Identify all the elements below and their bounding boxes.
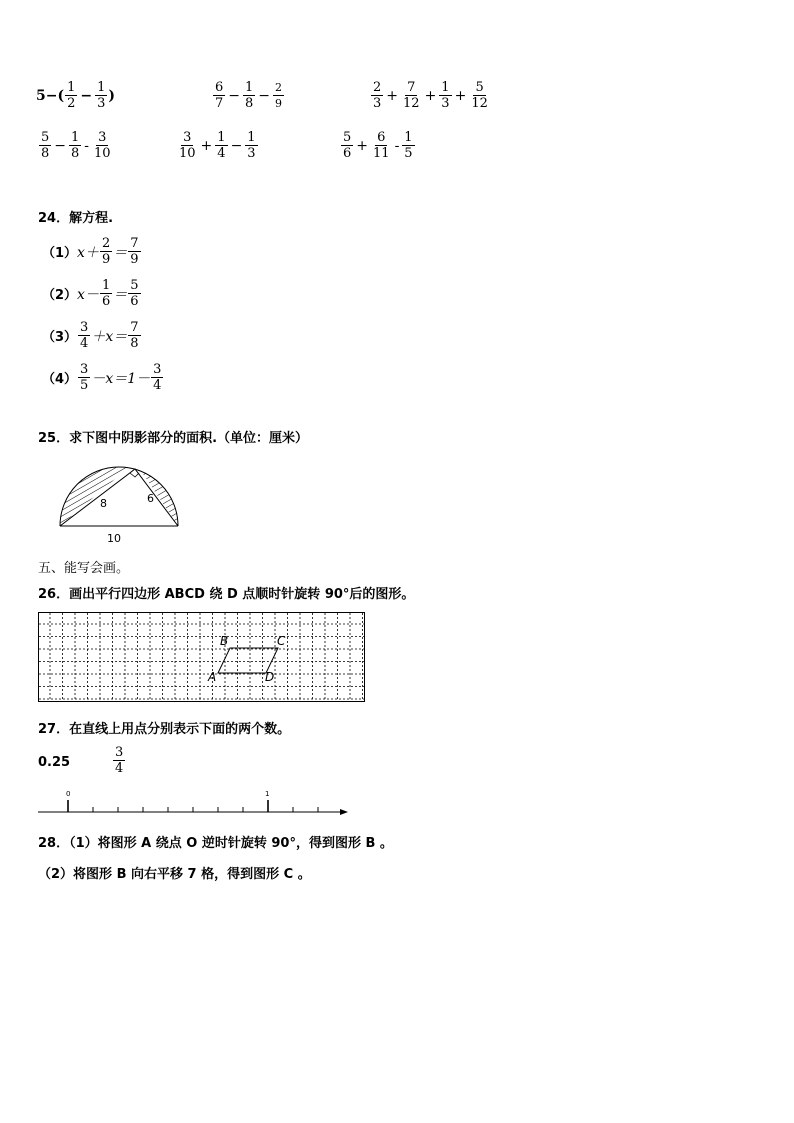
fraction: $\frac{3}{4}$ — [153, 362, 162, 393]
fraction: $\frac{1}{5}$ — [404, 130, 413, 161]
fraction: $\frac{6}{11}$ — [373, 130, 390, 161]
tick-label-1: 1 — [265, 790, 270, 798]
fraction: $\frac{7}{8}$ — [130, 320, 139, 351]
q27-number-line — [36, 785, 352, 817]
fraction: $\frac{3}{5}$ — [80, 362, 89, 393]
fraction: $\frac{2}{9}$ — [275, 81, 283, 110]
fraction: $\frac{3}{10}$ — [94, 130, 111, 161]
q24-item-1: （1） x＋ $\frac{2}{9}$ ＝ $\frac{7}{9}$ — [42, 236, 139, 267]
fraction: $\frac{5}{6}$ — [343, 130, 352, 161]
point-D: D — [265, 670, 275, 684]
calc-r1-e1: 5−( $\frac{1}{2}$ − $\frac{1}{3}$ ) — [36, 80, 116, 111]
q24-item-3: （3） $\frac{3}{4}$ ＋x＝ $\frac{7}{8}$ — [42, 320, 139, 351]
fraction: $\frac{1}{8}$ — [245, 80, 254, 111]
fraction: $\frac{5}{8}$ — [41, 130, 50, 161]
q24-item-2: （2） x－ $\frac{1}{6}$ ＝ $\frac{5}{6}$ — [42, 278, 139, 309]
calc-r2-e2: $\frac{3}{10}$ + $\frac{1}{4}$ − $\frac{1}{3}$ — [179, 130, 256, 161]
fraction: $\frac{1}{3}$ — [97, 80, 106, 111]
calc-r1-e1-lead: 5−( — [36, 87, 65, 104]
q25-semicircle-figure — [55, 462, 185, 544]
q27-num1: 0.25 — [38, 755, 71, 770]
point-B: B — [220, 634, 229, 648]
fraction: $\frac{7}{9}$ — [130, 236, 139, 267]
calc-r2-e3: $\frac{5}{6}$ + $\frac{6}{11}$ - $\frac{1}{5}$ — [343, 130, 413, 161]
point-C: C — [277, 634, 286, 648]
fraction: $\frac{3}{4}$ — [115, 745, 124, 776]
fraction: $\frac{6}{7}$ — [215, 80, 224, 111]
fraction: $\frac{3}{4}$ — [80, 320, 89, 351]
fraction: $\frac{1}{3}$ — [247, 130, 256, 161]
fraction: $\frac{3}{10}$ — [179, 130, 196, 161]
section5-title: 五、能写会画。 — [38, 561, 130, 576]
calc-r1-e2: $\frac{6}{7}$ − $\frac{1}{8}$ − $\frac{2}{9}$ — [215, 80, 283, 111]
q27-title: 27．在直线上用点分别表示下面的两个数。 — [38, 722, 291, 737]
q25-label-10: 10 — [107, 532, 121, 544]
calc-r2-e1: $\frac{5}{8}$ − $\frac{1}{8}$ - $\frac{3}{10}$ — [41, 130, 111, 161]
point-A: A — [208, 670, 217, 684]
q27-num2 — [112, 745, 126, 776]
fraction: $\frac{1}{3}$ — [441, 80, 450, 111]
fraction: $\frac{1}{2}$ — [67, 80, 76, 111]
fraction: $\frac{2}{3}$ — [373, 80, 382, 111]
q24-title: 24．解方程. — [38, 211, 114, 226]
fraction: $\frac{1}{8}$ — [71, 130, 80, 161]
q26-grid — [38, 612, 368, 704]
q24-item-4: （4） $\frac{3}{5}$ －x＝1－ $\frac{3}{4}$ — [42, 362, 162, 393]
tick-label-0: 0 — [66, 790, 71, 798]
fraction: $\frac{5}{12}$ — [471, 80, 488, 111]
fraction: $\frac{1}{6}$ — [101, 278, 111, 309]
q25-label-6: 6 — [147, 492, 154, 505]
q28-line2: （2）将图形 B 向右平移 7 格，得到图形 C 。 — [38, 867, 311, 882]
q25-title: 25．求下图中阴影部分的面积.（单位：厘米） — [38, 431, 309, 446]
fraction: $\frac{2}{9}$ — [101, 236, 111, 267]
fraction: $\frac{7}{12}$ — [403, 80, 420, 111]
fraction: $\frac{5}{6}$ — [130, 278, 139, 309]
q25-label-8: 8 — [100, 497, 107, 510]
q28-line1: 28．（1）将图形 A 绕点 O 逆时针旋转 90°，得到图形 B 。 — [38, 836, 393, 851]
calc-r1-e3: $\frac{2}{3}$ + $\frac{7}{12}$ + $\frac{1}{3}$ + $\frac{5}{12}$ — [373, 80, 488, 111]
q26-title: 26．画出平行四边形 ABCD 绕 D 点顺时针旋转 90°后的图形。 — [38, 587, 415, 602]
fraction: $\frac{1}{4}$ — [217, 130, 226, 161]
